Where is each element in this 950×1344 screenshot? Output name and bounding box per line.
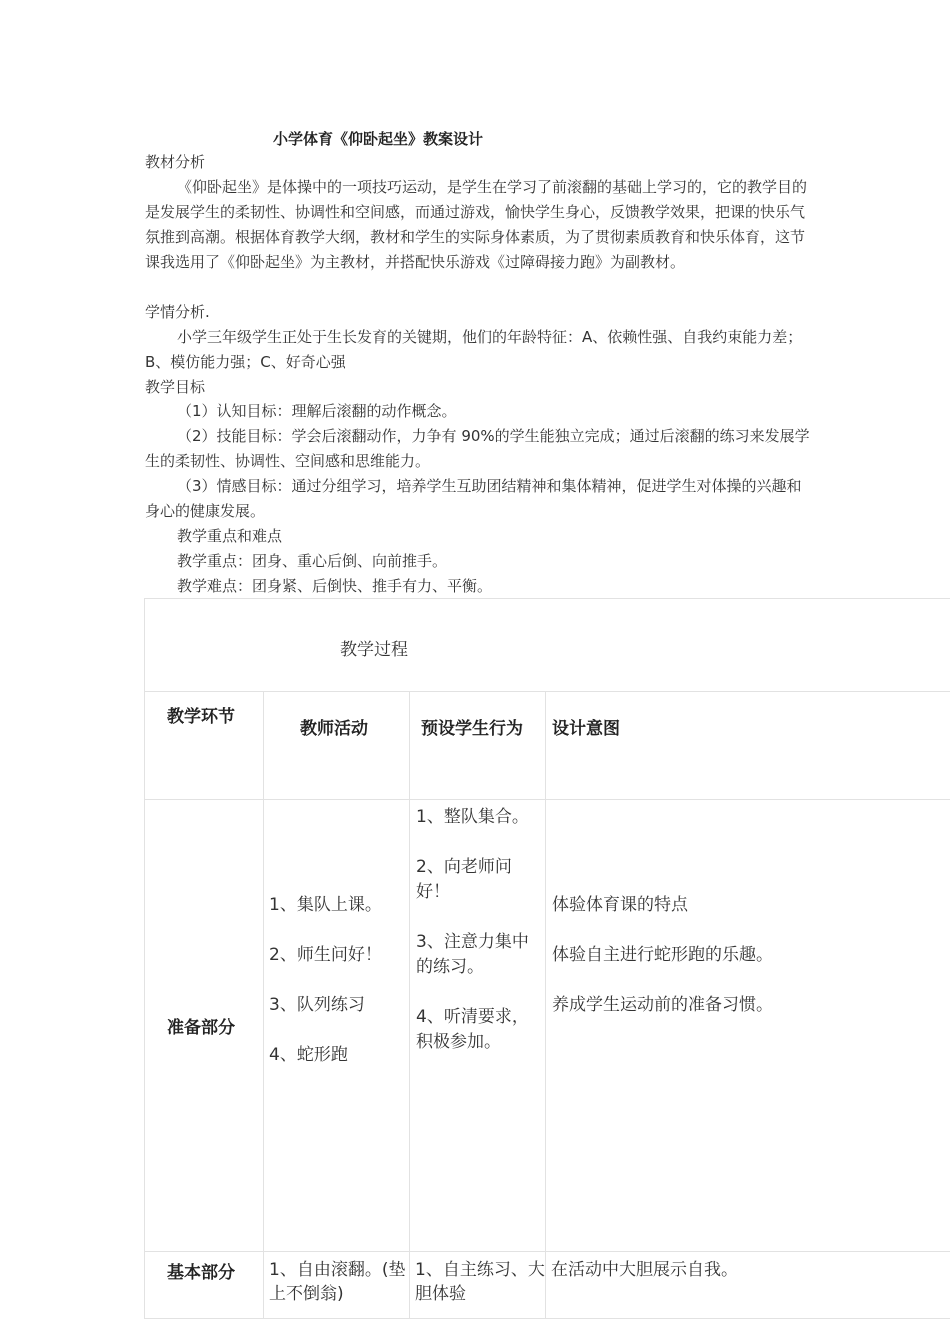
table-caption-cell: [145, 599, 950, 692]
student-analysis-heading: 学情分析.: [145, 303, 210, 321]
teacher-item: 1、集队上课。: [269, 895, 382, 915]
student-item: 3、注意力集中的练习。: [416, 932, 529, 977]
header-teacher-activity: 教师活动: [264, 692, 410, 800]
teaching-process-table: [144, 598, 950, 1319]
student-behavior-basic: 1、自主练习、大胆体验: [410, 1252, 546, 1319]
design-intent-basic: 在活动中大胆展示自我。: [546, 1252, 950, 1319]
student-analysis-paragraph: 小学三年级学生正处于生长发育的关键期，他们的年龄特征：A、依赖性强、自我约束能力差；B、模仿能力强；C、好奇心强: [145, 328, 803, 371]
material-heading: 教材分析: [145, 153, 206, 171]
header-stage: 教学环节: [145, 692, 264, 800]
teacher-activities-preparation: [264, 800, 410, 1252]
design-intent-preparation: [546, 800, 950, 1252]
student-item: 2、向老师问好！: [416, 857, 512, 902]
goals-heading: 教学目标: [145, 378, 206, 396]
table-header-row: [145, 692, 950, 800]
table-caption: 教学过程: [340, 640, 408, 660]
key-point: 教学重点：团身、重心后倒、向前推手。: [177, 552, 448, 570]
table-row-basic: [145, 1252, 950, 1319]
table-row-preparation: [145, 800, 950, 1252]
goal-cognitive: （1）认知目标：理解后滚翻的动作概念。: [177, 402, 457, 420]
teacher-item: 2、师生问好！: [269, 945, 382, 965]
teacher-item: 3、队列练习: [269, 995, 365, 1015]
difficulty-point: 教学难点：团身紧、后倒快、推手有力、平衡。: [177, 577, 493, 595]
header-design-intent: 设计意图: [546, 692, 950, 800]
document-title: 小学体育《仰卧起坐》教案设计: [273, 130, 484, 148]
student-item: 1、整队集合。: [416, 807, 529, 827]
intent-item: 养成学生运动前的准备习惯。: [552, 995, 773, 1015]
student-behaviors-preparation: [410, 800, 546, 1252]
material-paragraph: 《仰卧起坐》是体操中的一项技巧运动，是学生在学习了前滚翻的基础上学习的，它的教学目的是发展学生的柔韧性、协调性和空间感，而通过游戏，愉快学生身心，反馈教学效果，把课的快乐气氛推到高潮。根据体育教学大纲，教材和学生的实际身体素质，为了贯彻素质教育和快乐体育，这节课我选用了《仰卧起坐》为主教材，并搭配快乐游戏《过障碍接力跑》为副教材。: [145, 178, 808, 271]
stage-preparation: 准备部分: [145, 800, 264, 1252]
teacher-activity-basic: 1、自由滚翻。(垫上不倒翁): [264, 1252, 410, 1319]
intent-item: 体验体育课的特点: [552, 895, 688, 915]
stage-basic: 基本部分: [145, 1252, 264, 1319]
key-difficulty-heading: 教学重点和难点: [177, 527, 283, 545]
teacher-item: 4、蛇形跑: [269, 1045, 348, 1065]
header-student-behavior: 预设学生行为: [410, 692, 546, 800]
goal-skill: （2）技能目标：学会后滚翻动作，力争有 90%的学生能独立完成；通过后滚翻的练习来发展学生的柔韧性、协调性、空间感和思维能力。: [145, 427, 810, 470]
student-item: 4、听清要求，积极参加。: [416, 1007, 529, 1052]
goal-emotion: （3）情感目标：通过分组学习，培养学生互助团结精神和集体精神，促进学生对体操的兴趣和身心的健康发展。: [145, 477, 802, 520]
intent-item: 体验自主进行蛇形跑的乐趣。: [552, 945, 773, 965]
